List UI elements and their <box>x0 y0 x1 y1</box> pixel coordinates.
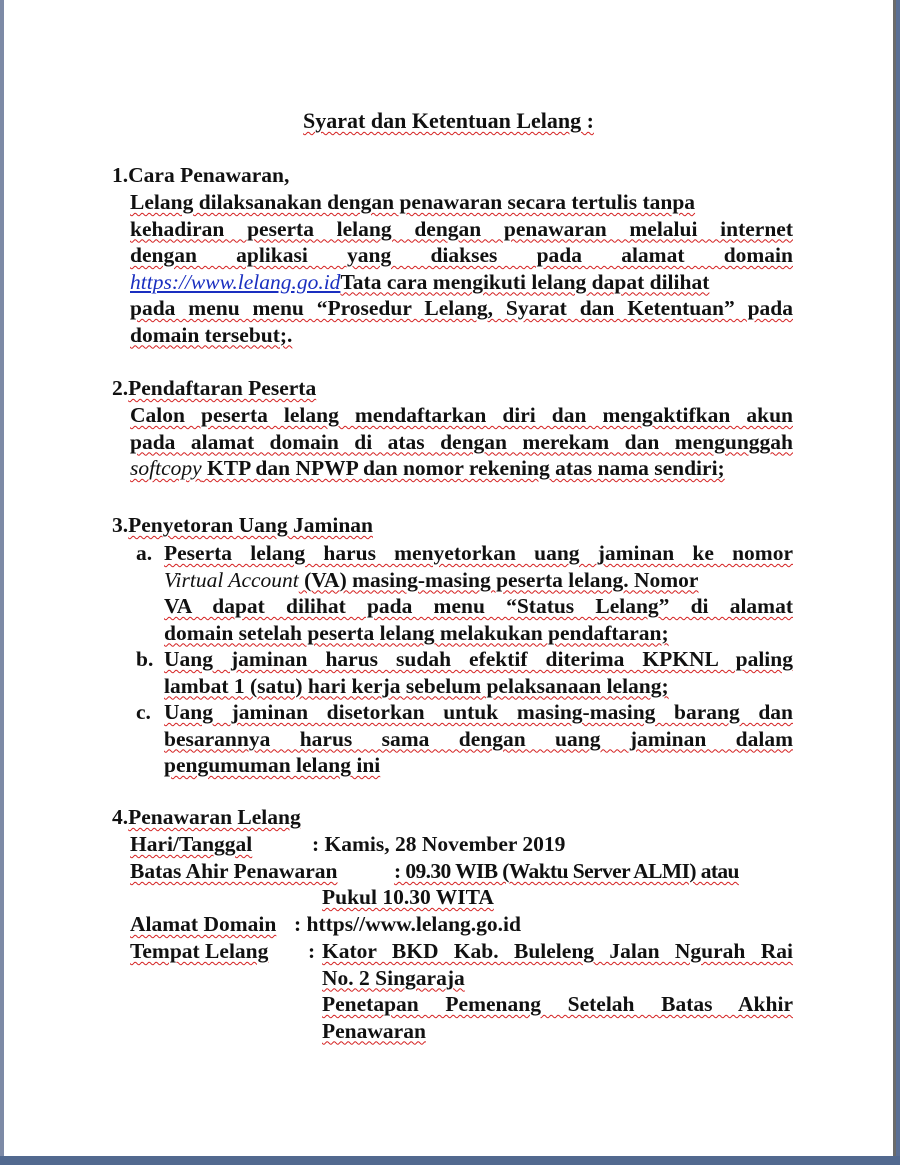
body-line: VA dapat dilihat pada menu “Status Lelang” di alamat <box>164 594 793 618</box>
field-value-hari: : Kamis, 28 November 2019 <box>312 832 566 856</box>
body-line: lambat 1 (satu) hari kerja sebelum pelaksanaan lelang; <box>164 673 669 698</box>
field-label-tempat: Tempat Lelang <box>130 939 269 963</box>
section-title: Pendaftaran Peserta <box>128 376 317 400</box>
field-value-batas-2: Pukul 10.30 WITA <box>322 885 494 909</box>
section-title: Penyetoran Uang Jaminan <box>128 513 373 537</box>
body-line: dengan aplikasi yang diakses pada alamat domain <box>130 243 793 267</box>
body-line: Penetapan Pemenang Setelah Batas Akhir <box>322 992 793 1016</box>
section-1-body <box>130 189 793 348</box>
section-number: 3. <box>112 513 129 537</box>
body-line: kehadiran peserta lelang dengan penawaran melalui internet <box>130 216 793 241</box>
field-label-domain: Alamat Domain <box>130 912 277 936</box>
field-value-batas: : 09.30 WIB (Waktu Server ALMI) atau <box>394 859 739 883</box>
list-item-b <box>164 646 793 699</box>
body-line <box>130 455 793 482</box>
body-line <box>164 567 793 594</box>
section-3-heading <box>112 512 373 539</box>
body-line: domain tersebut;. <box>130 322 293 347</box>
body-line <box>130 269 793 296</box>
list-marker: b. <box>136 647 154 671</box>
section-4-heading <box>112 804 301 831</box>
body-line: Penawaran <box>322 1018 426 1043</box>
section-2-body <box>130 402 793 482</box>
body-line: Uang jaminan harus sudah efektif diterima KPKNL paling <box>164 647 793 671</box>
list-item-c <box>164 699 793 779</box>
italic-text: Virtual Account <box>164 567 299 592</box>
section-title: Penawaran Lelang <box>128 805 301 829</box>
list-marker: a. <box>136 541 153 565</box>
body-line: Peserta lelang harus menyetorkan uang jaminan ke nomor <box>164 541 793 565</box>
field-label-batas <box>130 858 337 885</box>
body-line: Lelang dilaksanakan dengan penawaran secara tertulis tanpa <box>130 190 696 214</box>
body-line: No. 2 Singaraja <box>322 965 465 990</box>
body-text: Tata cara mengikuti lelang dapat dilihat <box>340 269 710 294</box>
document-page <box>4 0 896 1156</box>
section-number: 4. <box>112 805 129 829</box>
document-title: Syarat dan Ketentuan Lelang : <box>303 108 594 133</box>
section-number: 1. <box>112 163 129 187</box>
body-line: Kator BKD Kab. Buleleng Jalan Ngurah Rai <box>322 939 793 963</box>
list-item-a <box>164 540 793 646</box>
body-line: domain setelah peserta lelang melakukan pendaftaran; <box>164 620 669 645</box>
body-line: Calon peserta lelang mendaftarkan diri dan mengaktifkan akun <box>130 403 793 427</box>
field-value-tempat <box>322 938 793 1044</box>
section-title: Cara Penawaran, <box>128 163 290 187</box>
italic-text: softcopy <box>130 456 202 480</box>
lelang-link[interactable]: https://www.lelang.go.id <box>130 269 341 294</box>
body-line: besarannya harus sama dengan uang jaminan dalam <box>164 726 793 751</box>
body-line: pengumuman lelang ini <box>164 753 381 777</box>
body-text: KTP dan NPWP dan nomor rekening atas nama sendiri; <box>201 456 725 480</box>
window-bottom-border <box>0 1156 900 1165</box>
section-2-heading <box>112 375 316 402</box>
field-label-hari: Hari/Tanggal <box>130 832 253 856</box>
field-value-domain[interactable]: : https//www.lelang.go.id <box>294 912 521 936</box>
body-line: pada menu menu “Prosedur Lelang, Syarat dan Ketentuan” pada <box>130 296 793 320</box>
section-number: 2. <box>112 376 129 400</box>
label-text: Batas Ahir Penawaran <box>130 859 338 883</box>
section-1-heading <box>112 162 289 189</box>
body-text: (VA) masing-masing peserta lelang. Nomor <box>298 567 699 592</box>
field-colon: : <box>308 939 316 963</box>
body-line: Uang jaminan disetorkan untuk masing-masing barang dan <box>164 700 793 724</box>
list-marker: c. <box>136 700 151 724</box>
body-line: pada alamat domain di atas dengan merekam dan mengunggah <box>130 429 793 454</box>
